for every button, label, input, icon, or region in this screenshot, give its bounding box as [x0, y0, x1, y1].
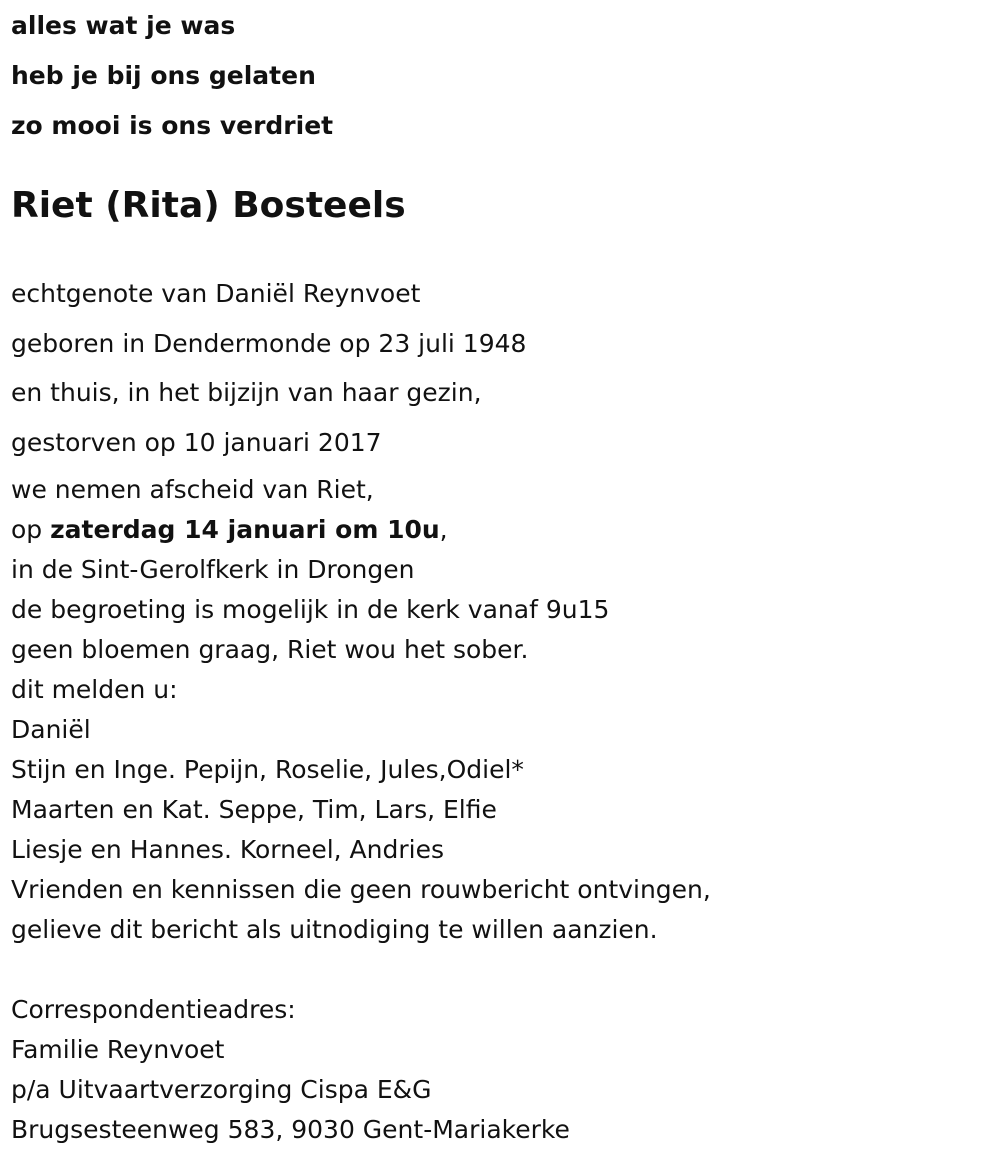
deceased-name: Riet (Rita) Bosteels — [11, 185, 406, 226]
farewell-line: we nemen afscheid van Riet, — [11, 475, 374, 504]
address-line-1: Familie Reynvoet — [11, 1035, 225, 1064]
poem — [11, 1, 333, 151]
announcement-body — [11, 470, 711, 1150]
date-prefix: op — [11, 515, 51, 544]
ceremony-location: in de Sint-Gerolfkerk in Drongen — [11, 555, 415, 584]
notice-line-2: gelieve dit bericht als uitnodiging te willen aanzien. — [11, 915, 658, 944]
poem-line-2: heb je bij ons gelaten — [11, 61, 316, 90]
address-label: Correspondentieadres: — [11, 995, 296, 1024]
family-member: Maarten en Kat. Seppe, Tim, Lars, Elfie — [11, 795, 497, 824]
family-intro: dit melden u: — [11, 675, 178, 704]
ceremony-date-line — [11, 510, 711, 550]
spouse-line: echtgenote van Daniël Reynvoet — [11, 279, 421, 308]
date-suffix: , — [439, 515, 448, 544]
greeting-line: de begroeting is mogelijk in de kerk vanaf 9u15 — [11, 595, 610, 624]
home-line: en thuis, in het bijzijn van haar gezin, — [11, 378, 482, 407]
family-member: Daniël — [11, 715, 91, 744]
poem-line-1: alles wat je was — [11, 11, 236, 40]
birth-line: geboren in Dendermonde op 23 juli 1948 — [11, 328, 527, 358]
ceremony-date: zaterdag 14 januari om 10u — [50, 515, 440, 544]
death-line: gestorven op 10 januari 2017 — [11, 427, 382, 457]
family-member: Liesje en Hannes. Korneel, Andries — [11, 835, 445, 864]
blank-spacer — [11, 950, 711, 990]
address-line-3: Brugsesteenweg 583, 9030 Gent-Mariakerke — [11, 1115, 570, 1144]
life-facts — [11, 269, 526, 467]
notice-line-1: Vrienden en kennissen die geen rouwbericht ontvingen, — [11, 875, 711, 904]
flowers-line: geen bloemen graag, Riet wou het sober. — [11, 635, 529, 664]
family-member: Stijn en Inge. Pepijn, Roselie, Jules,Odiel* — [11, 755, 524, 784]
address-line-2: p/a Uitvaartverzorging Cispa E&G — [11, 1075, 432, 1104]
poem-line-3: zo mooi is ons verdriet — [11, 111, 334, 140]
